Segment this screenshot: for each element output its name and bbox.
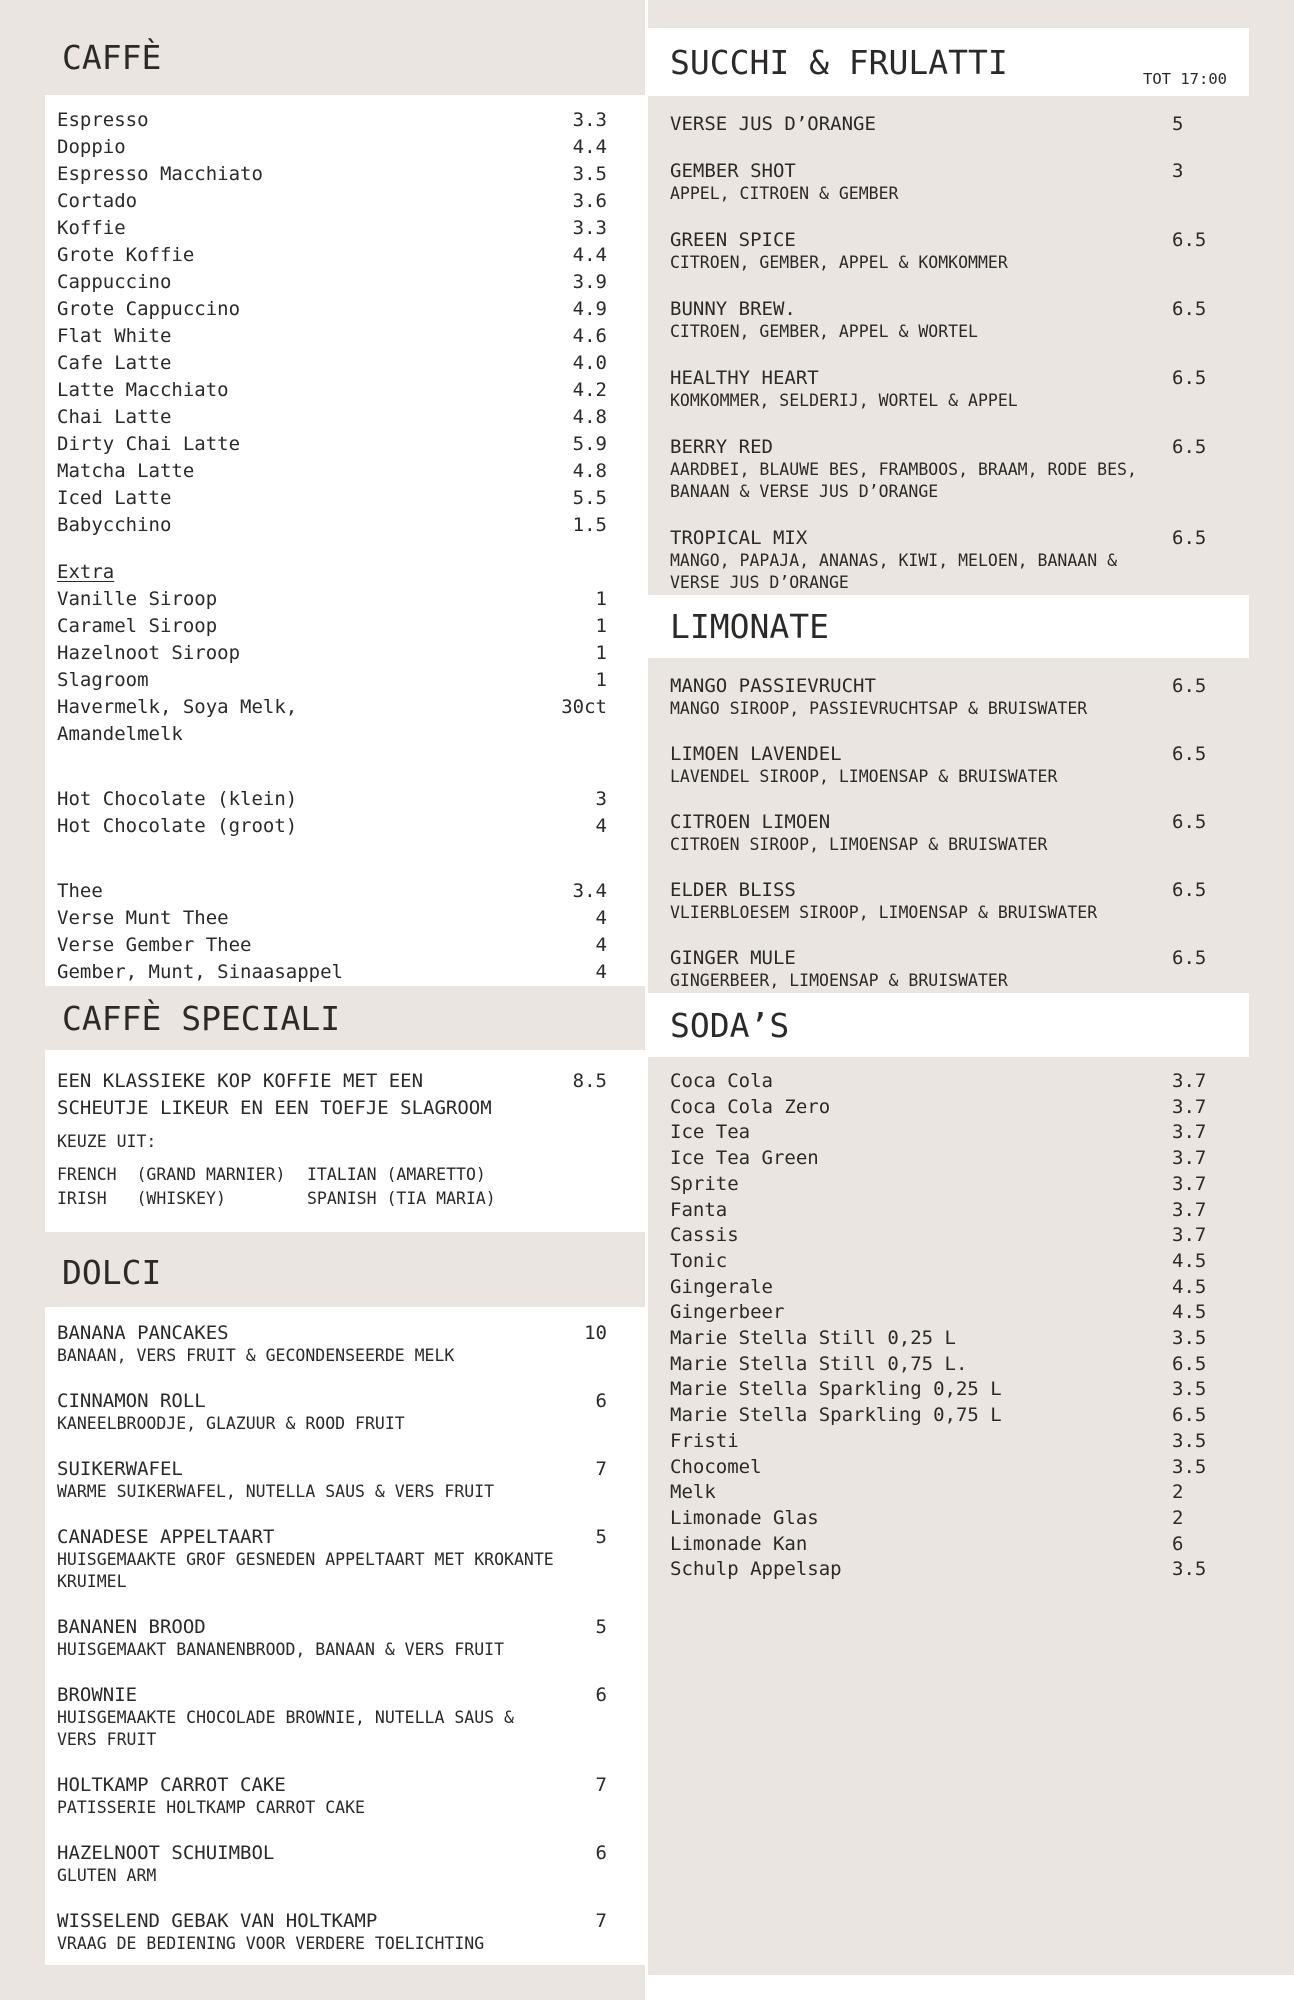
succhi-item-list: [648, 95, 1249, 617]
item-price: 7: [595, 1910, 607, 1932]
item-price: 3: [1172, 160, 1184, 182]
item-name: Gember, Munt, Sinaasappel: [57, 961, 343, 983]
item-name: Coca Cola: [670, 1070, 773, 1092]
item-price: 1: [595, 615, 607, 637]
item-description: VRAAG DE BEDIENING VOOR VERDERE TOELICHTING: [57, 1934, 485, 1953]
item-name: TROPICAL MIX: [670, 527, 808, 549]
speciali-item-row: [57, 1068, 607, 1121]
menu-entry: [57, 1773, 607, 1819]
item-price: 7: [595, 1774, 607, 1796]
item-name: Cassis: [670, 1224, 739, 1247]
menu-entry: [57, 1909, 607, 1955]
item-price: 6.5: [1172, 527, 1207, 549]
item-price: 3.5: [1172, 1558, 1207, 1581]
menu-item-row: [670, 435, 1249, 503]
speciali-description-line1: EEN KLASSIEKE KOP KOFFIE MET EEN: [57, 1070, 424, 1092]
item-price: 6.5: [1172, 229, 1207, 251]
item-name: Amandelmelk: [57, 723, 183, 745]
item-name-block: [670, 810, 1172, 856]
item-name: BUNNY BREW.: [670, 298, 796, 320]
section-title-limonate: LIMONATE: [670, 607, 829, 646]
caffe-speciali-card: [45, 1050, 645, 1232]
item-price: 3.7: [1172, 1121, 1207, 1144]
menu-item-row: [57, 431, 607, 458]
item-price: 3.7: [1172, 1198, 1207, 1221]
spacer: [57, 539, 607, 559]
menu-item-row: [57, 813, 607, 840]
extra-item-list: [57, 586, 607, 748]
item-name: HAZELNOOT SCHUIMBOL: [57, 1842, 275, 1864]
item-price: 4.5: [1172, 1301, 1207, 1324]
item-name: Ice Tea: [670, 1121, 751, 1144]
item-description: GINGERBEER, LIMOENSAP & BRUISWATER: [670, 971, 1008, 990]
item-price: 3.7: [1172, 1070, 1207, 1092]
item-name: BERRY RED: [670, 436, 773, 458]
sodas-item-list: [648, 1057, 1249, 1583]
item-price: 6.5: [1172, 879, 1207, 901]
menu-entry: [670, 297, 1249, 343]
item-name: Doppio: [57, 136, 126, 158]
item-name: MANGO PASSIEVRUCHT: [670, 675, 876, 697]
menu-item-row: [670, 1198, 1249, 1224]
item-price: 4.9: [572, 298, 607, 320]
menu-item-row: [670, 1249, 1249, 1275]
item-description: LAVENDEL SIROOP, LIMOENSAP & BRUISWATER: [670, 767, 1058, 786]
menu-item-row: [670, 1172, 1249, 1198]
menu-item-row: [670, 878, 1249, 924]
succhi-frulatti-header-bar: [648, 28, 1249, 96]
item-name: Matcha Latte: [57, 460, 195, 482]
menu-item-row: [57, 188, 607, 215]
item-name: Koffie: [57, 217, 126, 239]
menu-item-row: [57, 932, 607, 959]
speciali-description-line2: SCHEUTJE LIKEUR EN EEN TOEFJE SLAGROOM: [57, 1096, 492, 1119]
menu-entry: [57, 1457, 607, 1503]
menu-item-row: [670, 526, 1249, 594]
item-price: 6: [1172, 1532, 1184, 1555]
item-description: BANAAN, VERS FRUIT & GECONDENSEERDE MELK: [57, 1346, 455, 1365]
item-price: 3.5: [1172, 1455, 1207, 1478]
item-price: 6.5: [1172, 367, 1207, 389]
menu-item-row: [57, 1841, 607, 1865]
limonate-item-list: [648, 658, 1249, 1014]
item-price: 6: [595, 1390, 607, 1412]
menu-item-row: [57, 586, 607, 613]
item-name-block: [670, 946, 1172, 992]
liqueur-option: IRISH (WHISKEY): [57, 1189, 226, 1209]
item-name: Espresso: [57, 109, 149, 131]
item-price: 4.8: [572, 406, 607, 428]
item-price: 3.7: [1172, 1172, 1207, 1195]
item-description: HUISGEMAAKTE GROF GESNEDEN APPELTAART MET KROKANTE KRUIMEL: [57, 1550, 554, 1591]
item-description: CITROEN, GEMBER, APPEL & WORTEL: [670, 322, 978, 341]
menu-item-row: [57, 269, 607, 296]
item-name: HEALTHY HEART: [670, 367, 819, 389]
menu-entry: [670, 946, 1249, 992]
item-price: 4.5: [1172, 1249, 1207, 1272]
menu-item-row: [57, 667, 607, 694]
item-name: Gingerale: [670, 1275, 773, 1298]
menu-item-row: [57, 296, 607, 323]
item-price: 6.5: [1172, 1352, 1207, 1375]
item-name: Havermelk, Soya Melk,: [57, 696, 298, 718]
menu-item-row: [57, 1321, 607, 1345]
item-price: 3.3: [572, 217, 607, 239]
item-price: 1: [595, 642, 607, 664]
menu-item-row: [57, 107, 607, 134]
item-name: Marie Stella Still 0,25 L: [670, 1327, 956, 1350]
item-name: BANANA PANCAKES: [57, 1322, 229, 1344]
menu-entry: [670, 878, 1249, 924]
menu-entry: [670, 742, 1249, 788]
menu-item-row: [57, 959, 607, 986]
item-description: WARME SUIKERWAFEL, NUTELLA SAUS & VERS FRUIT: [57, 1482, 495, 1501]
menu-item-row: [57, 323, 607, 350]
menu-item-row: [57, 640, 607, 667]
item-name: Flat White: [57, 325, 172, 347]
item-name: GREEN SPICE: [670, 229, 796, 251]
item-price: 4: [595, 934, 607, 956]
menu-item-row: [670, 366, 1249, 412]
menu-item-row: [57, 1683, 607, 1707]
liqueur-options: [57, 1163, 607, 1211]
item-description: KOMKOMMER, SELDERIJ, WORTEL & APPEL: [670, 391, 1018, 410]
menu-entry: [57, 1525, 607, 1593]
menu-item-row: [57, 485, 607, 512]
menu-item-row: [57, 404, 607, 431]
section-title-sodas: SODA’S: [670, 1005, 790, 1045]
item-name-block: [670, 878, 1172, 924]
item-name: Cafe Latte: [57, 352, 172, 374]
item-description: AARDBEI, BLAUWE BES, FRAMBOOS, BRAAM, RODE BES, BANAAN & VERSE JUS D’ORANGE: [670, 460, 1137, 501]
item-price: 6.5: [1172, 1404, 1207, 1427]
liqueur-option: ITALIAN (AMARETTO): [307, 1165, 486, 1185]
spacer: [57, 748, 607, 786]
menu-item-row: [57, 786, 607, 813]
item-price: 4: [595, 907, 607, 929]
item-name: Ice Tea Green: [670, 1147, 819, 1170]
item-description: VLIERBLOESEM SIROOP, LIMOENSAP & BRUISWATER: [670, 903, 1098, 922]
item-name-block: [670, 297, 1172, 343]
item-name: GEMBER SHOT: [670, 160, 796, 182]
limonate-header-bar: [648, 595, 1249, 658]
item-name: BROWNIE: [57, 1684, 138, 1706]
menu-entry: [670, 526, 1249, 594]
item-price: 4.4: [572, 136, 607, 158]
menu-item-row: [670, 1146, 1249, 1172]
menu-item-row: [670, 1506, 1249, 1532]
item-name: Coca Cola Zero: [670, 1095, 831, 1118]
section-title-caffe: CAFFÈ: [62, 38, 162, 77]
section-title-caffe-speciali: CAFFÈ SPECIALI: [62, 999, 341, 1038]
menu-item-row: [670, 1275, 1249, 1301]
item-price: 1.5: [572, 514, 607, 536]
menu-item-row: [670, 1455, 1249, 1481]
item-name: CANADESE APPELTAART: [57, 1526, 275, 1548]
item-name: Dirty Chai Latte: [57, 433, 241, 455]
item-name: CITROEN LIMOEN: [670, 811, 831, 833]
menu-item-row: [670, 1377, 1249, 1403]
item-price: 6.5: [1172, 743, 1207, 765]
item-name: CINNAMON ROLL: [57, 1390, 206, 1412]
menu-item-row: [670, 112, 1249, 136]
menu-entry: [670, 112, 1249, 136]
item-price: 5.9: [572, 433, 607, 455]
item-name: Cappuccino: [57, 271, 172, 293]
item-price: 5: [1172, 113, 1184, 135]
item-price: 3.5: [572, 163, 607, 185]
item-name: Cortado: [57, 190, 138, 212]
keuze-label: KEUZE UIT:: [57, 1132, 157, 1152]
menu-entry: [57, 1841, 607, 1887]
menu-item-row: [57, 350, 607, 377]
item-price: 3.9: [572, 271, 607, 293]
menu-entry: [57, 1389, 607, 1435]
item-description: CITROEN, GEMBER, APPEL & KOMKOMMER: [670, 253, 1008, 272]
menu-entry: [57, 1615, 607, 1661]
item-name: Tonic: [670, 1249, 728, 1272]
menu-item-row: [670, 1120, 1249, 1146]
section-title-succhi-frulatti: SUCCHI & FRULATTI: [670, 42, 1008, 82]
item-name-block: [670, 228, 1172, 274]
dolci-card: [45, 1307, 645, 1965]
liqueur-option-row: [57, 1187, 607, 1211]
extra-heading: Extra: [57, 561, 115, 583]
menu-item-row: [57, 1457, 607, 1481]
item-price: 3.7: [1172, 1224, 1207, 1247]
item-name: Verse Munt Thee: [57, 907, 229, 929]
menu-item-row: [670, 1326, 1249, 1352]
liqueur-option: FRENCH (GRAND MARNIER): [57, 1165, 286, 1185]
item-name: HOLTKAMP CARROT CAKE: [57, 1774, 286, 1796]
item-name: Limonade Kan: [670, 1532, 808, 1555]
item-description: KANEELBROODJE, GLAZUUR & ROOD FRUIT: [57, 1414, 405, 1433]
caffe-item-list: [57, 107, 607, 539]
item-price: 3.4: [572, 880, 607, 902]
item-name: Hazelnoot Siroop: [57, 642, 241, 664]
menu-item-row: [57, 905, 607, 932]
menu-item-row: [57, 161, 607, 188]
item-name: Babycchino: [57, 514, 172, 536]
menu-item-row: [57, 721, 607, 748]
item-price: 2: [1172, 1506, 1184, 1529]
item-name: Hot Chocolate (klein): [57, 788, 298, 810]
menu-entry: [670, 159, 1249, 205]
menu-item-row: [57, 458, 607, 485]
item-price: 6: [595, 1684, 607, 1706]
item-name: Grote Cappuccino: [57, 298, 241, 320]
menu-entry: [57, 1683, 607, 1751]
item-name: Gingerbeer: [670, 1301, 785, 1324]
spacer: [57, 840, 607, 878]
item-description: HUISGEMAAKT BANANENBROOD, BANAAN & VERS FRUIT: [57, 1640, 505, 1659]
menu-item-row: [57, 878, 607, 905]
liqueur-option-row: [57, 1163, 607, 1187]
item-price: 4.6: [572, 325, 607, 347]
item-name: Melk: [670, 1481, 716, 1504]
item-description: MANGO SIROOP, PASSIEVRUCHTSAP & BRUISWATER: [670, 699, 1088, 718]
item-name: GINGER MULE: [670, 947, 796, 969]
menu-item-row: [670, 674, 1249, 720]
caffe-card: [45, 95, 645, 986]
item-price: 3.3: [572, 109, 607, 131]
time-note: TOT 17:00: [1143, 69, 1227, 88]
menu-item-row: [670, 1480, 1249, 1506]
item-name-block: [670, 112, 1172, 136]
liqueur-option: SPANISH (TIA MARIA): [307, 1189, 496, 1209]
item-name: BANANEN BROOD: [57, 1616, 206, 1638]
item-name: Marie Stella Sparkling 0,75 L: [670, 1404, 1002, 1427]
item-description: APPEL, CITROEN & GEMBER: [670, 184, 899, 203]
item-description: GLUTEN ARM: [57, 1866, 157, 1885]
item-price: 30ct: [561, 696, 607, 718]
item-name: Verse Gember Thee: [57, 934, 252, 956]
menu-item-row: [670, 1352, 1249, 1378]
item-price: 5: [595, 1616, 607, 1638]
item-price: 6.5: [1172, 811, 1207, 833]
menu-item-row: [57, 215, 607, 242]
item-name: LIMOEN LAVENDEL: [670, 743, 842, 765]
item-name-block: [670, 742, 1172, 788]
menu-item-row: [57, 1389, 607, 1413]
menu-item-row: [670, 1532, 1249, 1558]
item-description: MANGO, PAPAJA, ANANAS, KIWI, MELOEN, BANAAN & VERSE JUS D’ORANGE: [670, 551, 1118, 592]
menu-item-row: [57, 613, 607, 640]
item-price: 6.5: [1172, 298, 1207, 320]
item-name: Marie Stella Still 0,75 L.: [670, 1352, 968, 1375]
item-name: Slagroom: [57, 669, 149, 691]
item-price: 3.5: [1172, 1327, 1207, 1350]
menu-item-row: [57, 1525, 607, 1549]
menu-item-row: [670, 1095, 1249, 1121]
item-name-block: [670, 366, 1172, 412]
menu-item-row: [57, 1909, 607, 1933]
menu-item-row: [57, 134, 607, 161]
item-name: Espresso Macchiato: [57, 163, 263, 185]
speciali-description: [57, 1068, 492, 1121]
item-description: PATISSERIE HOLTKAMP CARROT CAKE: [57, 1798, 365, 1817]
menu-item-row: [670, 159, 1249, 205]
menu-item-row: [670, 297, 1249, 343]
item-price: 6.5: [1172, 675, 1207, 697]
item-name: Iced Latte: [57, 487, 172, 509]
item-name: WISSELEND GEBAK VAN HOLTKAMP: [57, 1910, 378, 1932]
menu-item-row: [670, 1403, 1249, 1429]
menu-entry: [670, 810, 1249, 856]
item-name-block: [670, 674, 1172, 720]
item-name: Chai Latte: [57, 406, 172, 428]
item-price: 3: [595, 788, 607, 810]
menu-item-row: [57, 377, 607, 404]
sodas-header-bar: [648, 993, 1249, 1057]
item-price: 3.5: [1172, 1378, 1207, 1401]
item-price: 5: [595, 1526, 607, 1548]
item-name-block: [670, 159, 1172, 205]
menu-entry: [57, 1321, 607, 1367]
item-name: Fanta: [670, 1198, 728, 1221]
menu-item-row: [670, 1429, 1249, 1455]
menu-entry: [670, 366, 1249, 412]
menu-item-row: [57, 1615, 607, 1639]
menu-item-row: [670, 1069, 1249, 1095]
item-name: Fristi: [670, 1429, 739, 1452]
menu-item-row: [670, 228, 1249, 274]
item-price: 4: [595, 961, 607, 983]
item-name: Schulp Appelsap: [670, 1558, 842, 1581]
item-name: Marie Stella Sparkling 0,25 L: [670, 1378, 1002, 1401]
item-price: 6: [595, 1842, 607, 1864]
item-name: Chocomel: [670, 1455, 762, 1478]
item-name-block: [670, 435, 1172, 503]
menu-item-row: [670, 1300, 1249, 1326]
item-price: 2: [1172, 1481, 1184, 1504]
item-price: 8.5: [572, 1070, 607, 1092]
thee-item-list: [57, 878, 607, 986]
item-price: 3.7: [1172, 1147, 1207, 1170]
item-name: Grote Koffie: [57, 244, 195, 266]
menu-item-row: [670, 742, 1249, 788]
item-name: Latte Macchiato: [57, 379, 229, 401]
item-price: 5.5: [572, 487, 607, 509]
item-price: 1: [595, 669, 607, 691]
menu-item-row: [670, 1557, 1249, 1583]
item-name: ELDER BLISS: [670, 879, 796, 901]
item-price: 7: [595, 1458, 607, 1480]
menu-item-row: [670, 1223, 1249, 1249]
item-name: Sprite: [670, 1172, 739, 1195]
menu-item-row: [57, 242, 607, 269]
item-name: Limonade Glas: [670, 1506, 819, 1529]
item-name: VERSE JUS D’ORANGE: [670, 113, 876, 135]
item-price: 10: [584, 1322, 607, 1344]
menu-entry: [670, 228, 1249, 274]
item-name-block: [670, 526, 1172, 594]
chocolate-item-list: [57, 786, 607, 840]
item-price: 4: [595, 815, 607, 837]
menu-item-row: [57, 512, 607, 539]
item-description: CITROEN SIROOP, LIMOENSAP & BRUISWATER: [670, 835, 1048, 854]
item-name: Vanille Siroop: [57, 588, 218, 610]
menu-entry: [670, 435, 1249, 503]
item-name: SUIKERWAFEL: [57, 1458, 183, 1480]
item-price: 4.8: [572, 460, 607, 482]
menu-item-row: [57, 1773, 607, 1797]
menu-item-row: [57, 694, 607, 721]
menu-entry: [670, 674, 1249, 720]
item-price: 3.7: [1172, 1095, 1207, 1118]
menu-item-row: [670, 810, 1249, 856]
menu-item-row: [670, 946, 1249, 992]
item-price: 4.2: [572, 379, 607, 401]
item-price: 4.4: [572, 244, 607, 266]
item-name: Thee: [57, 880, 103, 902]
item-price: 6.5: [1172, 436, 1207, 458]
item-name: Caramel Siroop: [57, 615, 218, 637]
item-price: 6.5: [1172, 947, 1207, 969]
item-name: Hot Chocolate (groot): [57, 815, 298, 837]
item-price: 3.5: [1172, 1429, 1207, 1452]
item-price: 3.6: [572, 190, 607, 212]
item-price: 4.0: [572, 352, 607, 374]
item-description: HUISGEMAAKTE CHOCOLADE BROWNIE, NUTELLA SAUS & VERS FRUIT: [57, 1708, 514, 1749]
section-title-dolci: DOLCI: [62, 1253, 162, 1292]
item-price: 4.5: [1172, 1275, 1207, 1298]
item-price: 1: [595, 588, 607, 610]
